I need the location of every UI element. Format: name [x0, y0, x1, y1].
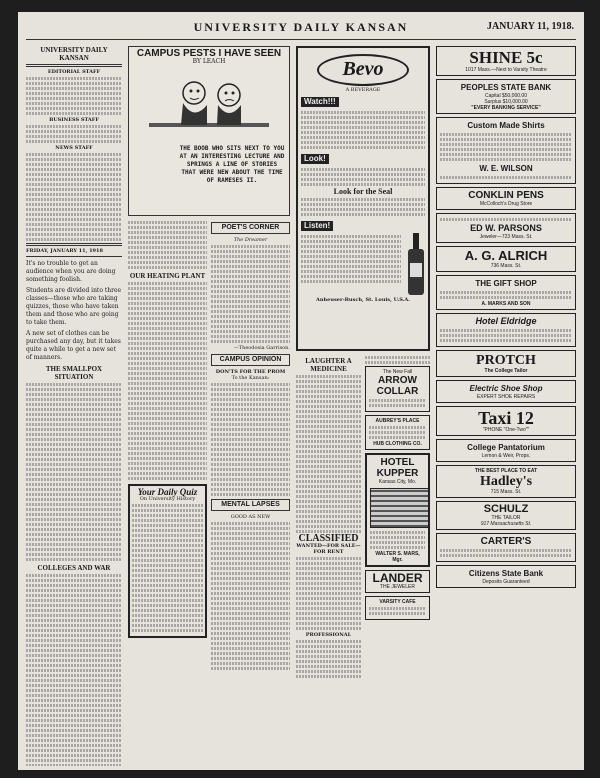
masthead-title: UNIVERSITY DAILY KANSAN — [193, 20, 409, 34]
quiz-box — [128, 484, 207, 638]
cartoon-byline: BY LEACH — [192, 58, 226, 65]
hadleys-tagline: THE BEST PLACE TO EAT — [474, 468, 538, 474]
electric-shoe-name: Electric Shoe Shop — [469, 384, 543, 393]
mental-lapses-heading: MENTAL LAPSES — [211, 499, 290, 511]
gift-shop-name: THE GIFT SHOP — [475, 279, 537, 288]
shine-ad — [436, 46, 576, 76]
arrow-collar-ad — [365, 366, 430, 412]
alrich-ad — [436, 246, 576, 272]
smallpox-heading: THE SMALLPOX SITUATION — [45, 365, 103, 381]
aubrey-ad — [365, 415, 430, 450]
conklin-subtitle: McColloch's Drug Store — [479, 201, 533, 207]
bevo-bottle-icon — [404, 233, 428, 297]
look-banner: Look! — [301, 154, 329, 164]
schulz-address: 917 Massachusetts St. — [480, 521, 532, 527]
hadleys-name: Hadley's — [479, 474, 533, 489]
pantatorium-name: College Pantatorium — [467, 443, 545, 452]
lander-subtitle: THE JEWELER — [379, 584, 415, 590]
taxi-phone: "PHONE "One-Two"" — [482, 427, 530, 433]
hub-name: HUB CLOTHING CO. — [373, 441, 422, 447]
cartoon-title: CAMPUS PESTS I HAVE SEEN — [136, 48, 282, 59]
varsity-cafe-name: VARSITY CAFE — [379, 599, 416, 605]
shirts-ad — [436, 117, 576, 184]
arrow-collar-name: ARROW COLLAR — [376, 375, 419, 397]
alrich-name: A. G. ALRICH — [464, 248, 548, 263]
cartoon — [128, 46, 290, 216]
quiz-subtitle: On University History — [139, 496, 196, 502]
conklin-name: CONKLIN PENS — [468, 190, 544, 201]
hotel-eldridge-name: Hotel Eldridge — [475, 316, 537, 326]
bevo-maker: Anheuser-Busch, St. Louis, U.S.A. — [315, 297, 411, 303]
classified-heading: CLASSIFIED — [298, 533, 359, 544]
column-bevo — [296, 46, 430, 766]
masthead-date: JANUARY 11, 1918. — [486, 21, 574, 32]
arrow-top: The New Fall — [382, 369, 413, 375]
watch-banner: Watch!!! — [301, 97, 339, 107]
quiz-title: Your Daily Quiz — [137, 487, 198, 497]
hotel-eldridge-ad — [436, 313, 576, 347]
campus-opinion-heading: CAMPUS OPINION — [211, 354, 290, 366]
shine-address: 1017 Mass.—Next to Varsity Theatre — [465, 67, 547, 73]
parsons-subtitle: Jeweler—723 Mass. St. — [479, 234, 533, 240]
classified-subheading: WANTED—FOR SALE—FOR RENT — [296, 543, 361, 555]
protch-ad — [436, 350, 576, 377]
flag: UNIVERSITY DAILY KANSAN — [40, 46, 108, 62]
professional-heading: PROFESSIONAL — [305, 632, 352, 638]
hadleys-ad — [436, 465, 576, 498]
schulz-subtitle: THE TAILOR — [491, 515, 521, 521]
parsons-ad — [436, 213, 576, 243]
editorial-p1: Students are divided into three classes—those who are taking quizzes, those who have taken them and those who are going to take them. — [26, 287, 122, 326]
colleges-war-heading: COLLEGES AND WAR — [37, 564, 111, 572]
shine-name: SHINE 5c — [469, 48, 543, 67]
hotel-manager: WALTER S. MARS, Mgr. — [375, 551, 420, 563]
gift-shop-ad — [436, 275, 576, 310]
bank-capital: Capital $50,000.00 — [485, 93, 527, 99]
listen-banner: Listen! — [301, 221, 333, 231]
bank-slogan: "EVERY BANKING SERVICE" — [471, 105, 541, 111]
electric-shoe-ad — [436, 380, 576, 403]
bevo-advertisement — [296, 46, 430, 351]
heating-heading: OUR HEATING PLANT — [129, 272, 206, 280]
protch-subtitle: The College Tailor — [484, 368, 528, 374]
protch-name: PROTCH — [476, 353, 536, 368]
aubrey-name: AUBREY'S PLACE — [375, 418, 420, 424]
lander-ad — [365, 570, 430, 593]
column-ads — [436, 46, 576, 766]
bank-surplus: Surplus $10,000.00 — [484, 99, 528, 105]
poem-title: The Dreamer — [233, 237, 268, 243]
bank-name: PEOPLES STATE BANK — [460, 83, 552, 92]
hotel-building-image — [370, 488, 430, 528]
shirts-maker: W. E. WILSON — [479, 164, 533, 173]
taxi-ad — [436, 406, 576, 436]
editorial-staff-heading: EDITORIAL STAFF — [47, 69, 101, 75]
gift-shop-owner: A. MARKS AND SON — [481, 301, 531, 307]
cartoon-caption: THE BOOB WHO SITS NEXT TO YOU AT AN INTERESTING LECTURE AND SPRINGS A LINE OF STORIES THAT WERE NEW ABOUT THE TIME OF RAMESES II. — [179, 145, 285, 184]
citizens-bank-name: Citizens State Bank — [468, 569, 544, 578]
donts-byline: To the Kansan: — [231, 375, 270, 381]
hotel-kupper-ad — [365, 453, 430, 567]
shirts-title: Custom Made Shirts — [467, 121, 545, 130]
carters-ad — [436, 533, 576, 562]
bevo-logo: Bevo — [317, 54, 409, 86]
electric-shoe-subtitle: EXPERT SHOE REPAIRS — [476, 394, 536, 400]
parsons-name: ED W. PARSONS — [470, 223, 542, 233]
poem-credit: —Theodosia Garrison. — [233, 345, 290, 351]
column-features — [128, 46, 290, 766]
hotel-kupper-name: HOTEL KUPPER — [376, 457, 419, 479]
poets-corner-heading: POET'S CORNER — [211, 222, 290, 234]
pantatorium-ad — [436, 439, 576, 462]
carters-name: CARTER'S — [480, 536, 532, 547]
varsity-cafe-ad — [365, 596, 430, 620]
citizens-bank-ad — [436, 565, 576, 588]
pantatorium-address: Lemon & Weir, Props. — [481, 453, 531, 459]
donts-title: DON'TS FOR THE PROM — [215, 369, 286, 375]
seal-heading: Look for the Seal — [333, 187, 393, 196]
newspaper-page — [18, 12, 584, 770]
peoples-bank-ad — [436, 79, 576, 114]
taxi-name: Taxi 12 — [478, 408, 534, 428]
citizens-bank-subtitle: Deposits Guaranteed — [482, 579, 530, 585]
conklin-ad — [436, 187, 576, 210]
business-staff-heading: BUSINESS STAFF — [49, 117, 99, 123]
news-staff-heading: NEWS STAFF — [55, 145, 93, 151]
editorial-p2: A new set of clothes can be purchased any day, but it takes quite a while to get a new set of manners. — [26, 330, 121, 361]
hotel-kupper-city: Kansas City, Mo. — [378, 479, 417, 485]
lander-name: LANDER — [372, 571, 423, 585]
bevo-tagline: A BEVERAGE — [345, 87, 381, 93]
masthead — [18, 12, 584, 46]
cartoon-drawing — [149, 73, 269, 143]
laughter-heading: LAUGHTER A MEDICINE — [305, 357, 352, 373]
schulz-ad — [436, 501, 576, 530]
lapses-subtitle: GOOD AS NEW — [230, 514, 271, 520]
hadleys-address: 715 Mass. St. — [490, 489, 522, 495]
column-editorial — [26, 46, 122, 766]
editorial-lead: It's no trouble to get an audience when you are doing something foolish. — [26, 260, 116, 283]
schulz-name: SCHULZ — [483, 503, 529, 515]
dateline: FRIDAY, JANUARY 11, 1918 — [26, 248, 103, 254]
alrich-address: 736 Mass. St. — [490, 263, 522, 269]
